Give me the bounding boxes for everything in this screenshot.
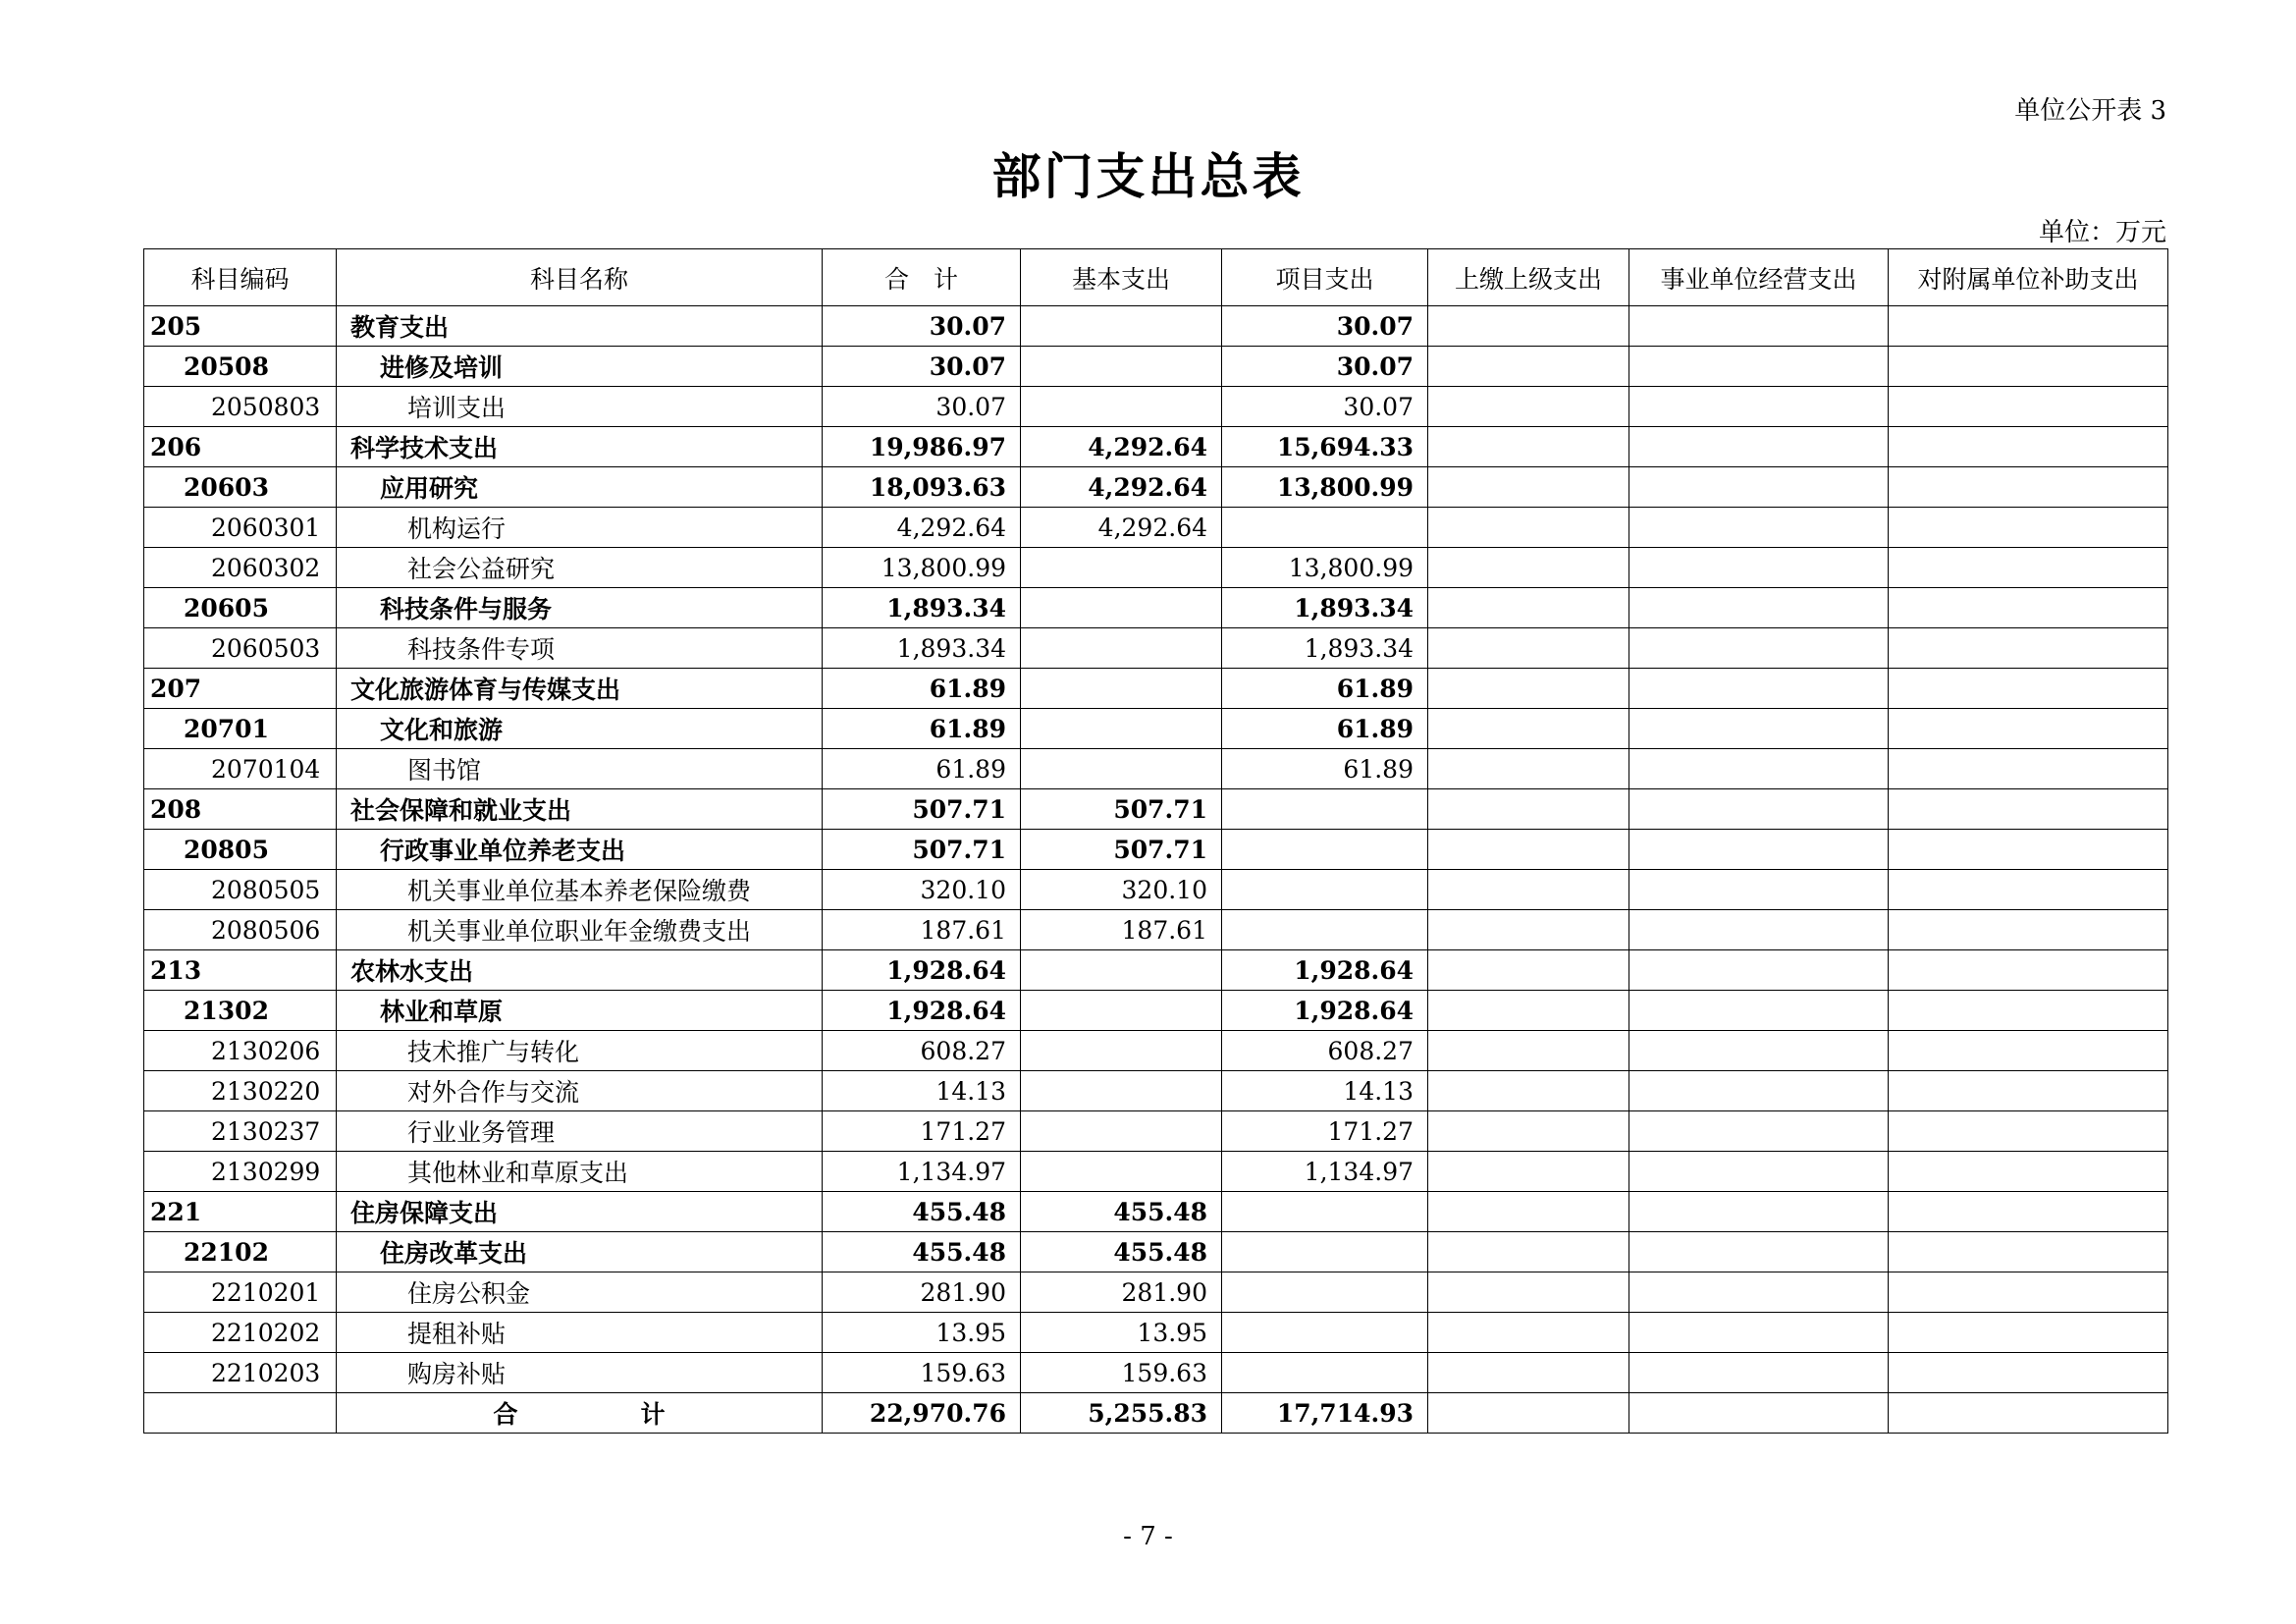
upper-cell xyxy=(1428,508,1629,548)
basic-cell: 4,292.64 xyxy=(1021,427,1222,467)
business-cell xyxy=(1629,1232,1889,1272)
code-cell: 213 xyxy=(144,950,337,991)
subsidy-cell xyxy=(1889,427,2168,467)
subsidy-cell xyxy=(1889,306,2168,347)
project-cell: 30.07 xyxy=(1222,347,1428,387)
upper-cell xyxy=(1428,427,1629,467)
table-row xyxy=(144,991,2168,1031)
subsidy-cell xyxy=(1889,1272,2168,1313)
total-basic: 5,255.83 xyxy=(1021,1393,1222,1434)
upper-cell xyxy=(1428,467,1629,508)
upper-cell xyxy=(1428,669,1629,709)
table-row xyxy=(144,1111,2168,1152)
project-cell: 1,928.64 xyxy=(1222,950,1428,991)
business-cell xyxy=(1629,830,1889,870)
name-cell: 住房改革支出 xyxy=(337,1232,823,1272)
basic-cell xyxy=(1021,387,1222,427)
basic-cell: 507.71 xyxy=(1021,830,1222,870)
basic-cell: 455.48 xyxy=(1021,1192,1222,1232)
table-header-row xyxy=(144,249,2168,306)
total-row xyxy=(144,1393,2168,1434)
project-cell: 30.07 xyxy=(1222,306,1428,347)
subsidy-cell xyxy=(1889,1192,2168,1232)
name-cell: 科学技术支出 xyxy=(337,427,823,467)
subsidy-cell xyxy=(1889,830,2168,870)
business-cell xyxy=(1629,1272,1889,1313)
business-cell xyxy=(1629,669,1889,709)
upper-cell xyxy=(1428,1232,1629,1272)
code-cell: 221 xyxy=(144,1192,337,1232)
name-cell: 进修及培训 xyxy=(337,347,823,387)
code-cell: 20701 xyxy=(144,709,337,749)
upper-cell xyxy=(1428,1353,1629,1393)
project-cell: 15,694.33 xyxy=(1222,427,1428,467)
table-row xyxy=(144,749,2168,789)
name-cell: 教育支出 xyxy=(337,306,823,347)
code-cell: 2080505 xyxy=(144,870,337,910)
upper-cell xyxy=(1428,347,1629,387)
basic-cell: 4,292.64 xyxy=(1021,508,1222,548)
code-cell: 206 xyxy=(144,427,337,467)
project-cell xyxy=(1222,1192,1428,1232)
business-cell xyxy=(1629,1152,1889,1192)
business-cell xyxy=(1629,1353,1889,1393)
business-cell xyxy=(1629,950,1889,991)
upper-cell xyxy=(1428,1071,1629,1111)
total-cell: 187.61 xyxy=(823,910,1021,950)
code-cell: 205 xyxy=(144,306,337,347)
subsidy-cell xyxy=(1889,669,2168,709)
project-cell: 30.07 xyxy=(1222,387,1428,427)
subsidy-cell xyxy=(1889,1313,2168,1353)
total-cell: 1,928.64 xyxy=(823,991,1021,1031)
total-sum: 22,970.76 xyxy=(823,1393,1021,1434)
subsidy-cell xyxy=(1889,588,2168,628)
page-number: - 7 - xyxy=(1123,1522,1173,1551)
business-cell xyxy=(1629,588,1889,628)
name-cell: 文化和旅游 xyxy=(337,709,823,749)
total-cell: 14.13 xyxy=(823,1071,1021,1111)
project-cell: 14.13 xyxy=(1222,1071,1428,1111)
code-cell: 20603 xyxy=(144,467,337,508)
table-row xyxy=(144,830,2168,870)
upper-cell xyxy=(1428,830,1629,870)
code-cell: 2130206 xyxy=(144,1031,337,1071)
business-cell xyxy=(1629,467,1889,508)
business-cell xyxy=(1629,548,1889,588)
total-cell: 159.63 xyxy=(823,1353,1021,1393)
header-upper: 上缴上级支出 xyxy=(1428,249,1629,306)
table-row xyxy=(144,870,2168,910)
name-cell: 对外合作与交流 xyxy=(337,1071,823,1111)
project-cell xyxy=(1222,1232,1428,1272)
subsidy-cell xyxy=(1889,910,2168,950)
subsidy-cell xyxy=(1889,1353,2168,1393)
upper-cell xyxy=(1428,1192,1629,1232)
basic-cell xyxy=(1021,1152,1222,1192)
business-cell xyxy=(1629,387,1889,427)
expenditure-table xyxy=(143,248,2168,1434)
upper-cell xyxy=(1428,1031,1629,1071)
business-cell xyxy=(1629,1313,1889,1353)
table-row xyxy=(144,1353,2168,1393)
table-row xyxy=(144,588,2168,628)
total-cell: 1,893.34 xyxy=(823,628,1021,669)
name-cell: 行政事业单位养老支出 xyxy=(337,830,823,870)
project-cell xyxy=(1222,508,1428,548)
code-cell: 207 xyxy=(144,669,337,709)
code-cell: 20508 xyxy=(144,347,337,387)
project-cell: 171.27 xyxy=(1222,1111,1428,1152)
basic-cell xyxy=(1021,1111,1222,1152)
subsidy-cell xyxy=(1889,1152,2168,1192)
table-row xyxy=(144,427,2168,467)
basic-cell xyxy=(1021,991,1222,1031)
subsidy-cell xyxy=(1889,1111,2168,1152)
project-cell: 1,134.97 xyxy=(1222,1152,1428,1192)
subsidy-cell xyxy=(1889,387,2168,427)
basic-cell: 159.63 xyxy=(1021,1353,1222,1393)
code-cell: 2060302 xyxy=(144,548,337,588)
name-cell: 林业和草原 xyxy=(337,991,823,1031)
code-cell: 21302 xyxy=(144,991,337,1031)
table-row xyxy=(144,347,2168,387)
name-cell: 应用研究 xyxy=(337,467,823,508)
total-project: 17,714.93 xyxy=(1222,1393,1428,1434)
name-cell: 购房补贴 xyxy=(337,1353,823,1393)
basic-cell xyxy=(1021,1071,1222,1111)
subsidy-cell xyxy=(1889,1232,2168,1272)
upper-cell xyxy=(1428,1272,1629,1313)
upper-cell xyxy=(1428,306,1629,347)
total-cell: 61.89 xyxy=(823,749,1021,789)
business-cell xyxy=(1629,870,1889,910)
total-cell: 30.07 xyxy=(823,347,1021,387)
total-cell: 1,134.97 xyxy=(823,1152,1021,1192)
header-business: 事业单位经营支出 xyxy=(1629,249,1889,306)
basic-cell: 320.10 xyxy=(1021,870,1222,910)
table-row xyxy=(144,387,2168,427)
business-cell xyxy=(1629,628,1889,669)
business-cell xyxy=(1629,910,1889,950)
subsidy-cell xyxy=(1889,749,2168,789)
subsidy-cell xyxy=(1889,709,2168,749)
total-cell: 61.89 xyxy=(823,669,1021,709)
code-cell: 20805 xyxy=(144,830,337,870)
basic-cell xyxy=(1021,588,1222,628)
business-cell xyxy=(1629,789,1889,830)
total-cell: 13,800.99 xyxy=(823,548,1021,588)
project-cell: 13,800.99 xyxy=(1222,548,1428,588)
table-row xyxy=(144,1272,2168,1313)
total-cell: 30.07 xyxy=(823,387,1021,427)
table-row xyxy=(144,1313,2168,1353)
name-cell: 社会保障和就业支出 xyxy=(337,789,823,830)
name-cell: 机关事业单位基本养老保险缴费 xyxy=(337,870,823,910)
basic-cell: 281.90 xyxy=(1021,1272,1222,1313)
total-cell: 13.95 xyxy=(823,1313,1021,1353)
name-cell: 机关事业单位职业年金缴费支出 xyxy=(337,910,823,950)
subsidy-cell xyxy=(1889,789,2168,830)
table-row xyxy=(144,950,2168,991)
basic-cell xyxy=(1021,749,1222,789)
business-cell xyxy=(1629,1111,1889,1152)
total-upper xyxy=(1428,1393,1629,1434)
upper-cell xyxy=(1428,1152,1629,1192)
table-row xyxy=(144,1232,2168,1272)
project-cell: 1,893.34 xyxy=(1222,628,1428,669)
project-cell xyxy=(1222,830,1428,870)
basic-cell xyxy=(1021,306,1222,347)
upper-cell xyxy=(1428,548,1629,588)
total-cell: 171.27 xyxy=(823,1111,1021,1152)
basic-cell xyxy=(1021,347,1222,387)
business-cell xyxy=(1629,991,1889,1031)
project-cell: 1,928.64 xyxy=(1222,991,1428,1031)
total-cell: 455.48 xyxy=(823,1232,1021,1272)
upper-cell xyxy=(1428,870,1629,910)
unit-label: 单位：万元 xyxy=(2038,218,2166,247)
table-row xyxy=(144,669,2168,709)
project-cell xyxy=(1222,1353,1428,1393)
name-cell: 机构运行 xyxy=(337,508,823,548)
business-cell xyxy=(1629,1071,1889,1111)
total-subsidy xyxy=(1889,1393,2168,1434)
subsidy-cell xyxy=(1889,950,2168,991)
header-subsidy: 对附属单位补助支出 xyxy=(1889,249,2168,306)
code-cell: 208 xyxy=(144,789,337,830)
code-cell: 2210203 xyxy=(144,1353,337,1393)
table-row xyxy=(144,628,2168,669)
project-cell: 61.89 xyxy=(1222,749,1428,789)
project-cell: 608.27 xyxy=(1222,1031,1428,1071)
table-row xyxy=(144,1192,2168,1232)
upper-cell xyxy=(1428,1313,1629,1353)
header-project: 项目支出 xyxy=(1222,249,1428,306)
total-cell: 507.71 xyxy=(823,789,1021,830)
header-total: 合 计 xyxy=(823,249,1021,306)
code-cell: 2130220 xyxy=(144,1071,337,1111)
name-cell: 技术推广与转化 xyxy=(337,1031,823,1071)
basic-cell xyxy=(1021,548,1222,588)
page-title: 部门支出总表 xyxy=(991,147,1305,205)
subsidy-cell xyxy=(1889,467,2168,508)
name-cell: 文化旅游体育与传媒支出 xyxy=(337,669,823,709)
name-cell: 其他林业和草原支出 xyxy=(337,1152,823,1192)
basic-cell xyxy=(1021,709,1222,749)
code-cell: 2060503 xyxy=(144,628,337,669)
business-cell xyxy=(1629,1031,1889,1071)
total-cell: 507.71 xyxy=(823,830,1021,870)
name-cell: 农林水支出 xyxy=(337,950,823,991)
code-cell: 2070104 xyxy=(144,749,337,789)
total-cell: 18,093.63 xyxy=(823,467,1021,508)
header-code: 科目编码 xyxy=(144,249,337,306)
basic-cell: 187.61 xyxy=(1021,910,1222,950)
upper-cell xyxy=(1428,910,1629,950)
basic-cell: 4,292.64 xyxy=(1021,467,1222,508)
code-cell: 2080506 xyxy=(144,910,337,950)
code-cell: 2210202 xyxy=(144,1313,337,1353)
total-cell: 455.48 xyxy=(823,1192,1021,1232)
name-cell: 图书馆 xyxy=(337,749,823,789)
business-cell xyxy=(1629,1192,1889,1232)
subsidy-cell xyxy=(1889,1031,2168,1071)
subsidy-cell xyxy=(1889,870,2168,910)
table-row xyxy=(144,508,2168,548)
total-cell: 320.10 xyxy=(823,870,1021,910)
name-cell: 社会公益研究 xyxy=(337,548,823,588)
header-name: 科目名称 xyxy=(337,249,823,306)
table-row xyxy=(144,306,2168,347)
code-cell: 20605 xyxy=(144,588,337,628)
code-cell: 2130237 xyxy=(144,1111,337,1152)
project-cell: 1,893.34 xyxy=(1222,588,1428,628)
basic-cell: 455.48 xyxy=(1021,1232,1222,1272)
upper-cell xyxy=(1428,588,1629,628)
business-cell xyxy=(1629,306,1889,347)
subsidy-cell xyxy=(1889,628,2168,669)
upper-cell xyxy=(1428,387,1629,427)
header-basic: 基本支出 xyxy=(1021,249,1222,306)
total-cell: 30.07 xyxy=(823,306,1021,347)
code-cell: 2060301 xyxy=(144,508,337,548)
project-cell: 61.89 xyxy=(1222,709,1428,749)
business-cell xyxy=(1629,709,1889,749)
business-cell xyxy=(1629,347,1889,387)
project-cell xyxy=(1222,910,1428,950)
total-code-cell xyxy=(144,1393,337,1434)
upper-cell xyxy=(1428,749,1629,789)
code-cell: 22102 xyxy=(144,1232,337,1272)
table-row xyxy=(144,1071,2168,1111)
subsidy-cell xyxy=(1889,991,2168,1031)
table-row xyxy=(144,910,2168,950)
basic-cell: 13.95 xyxy=(1021,1313,1222,1353)
project-cell xyxy=(1222,1272,1428,1313)
subsidy-cell xyxy=(1889,508,2168,548)
total-cell: 1,893.34 xyxy=(823,588,1021,628)
code-cell: 2130299 xyxy=(144,1152,337,1192)
business-cell xyxy=(1629,427,1889,467)
total-cell: 61.89 xyxy=(823,709,1021,749)
basic-cell xyxy=(1021,950,1222,991)
upper-cell xyxy=(1428,991,1629,1031)
total-cell: 19,986.97 xyxy=(823,427,1021,467)
table-row xyxy=(144,709,2168,749)
total-cell: 608.27 xyxy=(823,1031,1021,1071)
basic-cell xyxy=(1021,669,1222,709)
name-cell: 科技条件与服务 xyxy=(337,588,823,628)
table-row xyxy=(144,789,2168,830)
name-cell: 培训支出 xyxy=(337,387,823,427)
total-label: 合 计 xyxy=(337,1393,823,1434)
basic-cell xyxy=(1021,628,1222,669)
project-cell xyxy=(1222,1313,1428,1353)
name-cell: 提租补贴 xyxy=(337,1313,823,1353)
name-cell: 行业业务管理 xyxy=(337,1111,823,1152)
total-business xyxy=(1629,1393,1889,1434)
upper-cell xyxy=(1428,1111,1629,1152)
upper-cell xyxy=(1428,950,1629,991)
project-cell xyxy=(1222,789,1428,830)
basic-cell xyxy=(1021,1031,1222,1071)
table-row xyxy=(144,467,2168,508)
subsidy-cell xyxy=(1889,347,2168,387)
total-cell: 4,292.64 xyxy=(823,508,1021,548)
table-row xyxy=(144,1031,2168,1071)
code-cell: 2050803 xyxy=(144,387,337,427)
name-cell: 住房公积金 xyxy=(337,1272,823,1313)
project-cell: 61.89 xyxy=(1222,669,1428,709)
project-cell: 13,800.99 xyxy=(1222,467,1428,508)
form-id: 单位公开表 3 xyxy=(2014,96,2166,126)
project-cell xyxy=(1222,870,1428,910)
upper-cell xyxy=(1428,709,1629,749)
table-row xyxy=(144,548,2168,588)
code-cell: 2210201 xyxy=(144,1272,337,1313)
table-body xyxy=(144,306,2168,1393)
basic-cell: 507.71 xyxy=(1021,789,1222,830)
subsidy-cell xyxy=(1889,1071,2168,1111)
total-cell: 281.90 xyxy=(823,1272,1021,1313)
subsidy-cell xyxy=(1889,548,2168,588)
table-row xyxy=(144,1152,2168,1192)
name-cell: 住房保障支出 xyxy=(337,1192,823,1232)
total-cell: 1,928.64 xyxy=(823,950,1021,991)
upper-cell xyxy=(1428,789,1629,830)
name-cell: 科技条件专项 xyxy=(337,628,823,669)
business-cell xyxy=(1629,508,1889,548)
upper-cell xyxy=(1428,628,1629,669)
business-cell xyxy=(1629,749,1889,789)
